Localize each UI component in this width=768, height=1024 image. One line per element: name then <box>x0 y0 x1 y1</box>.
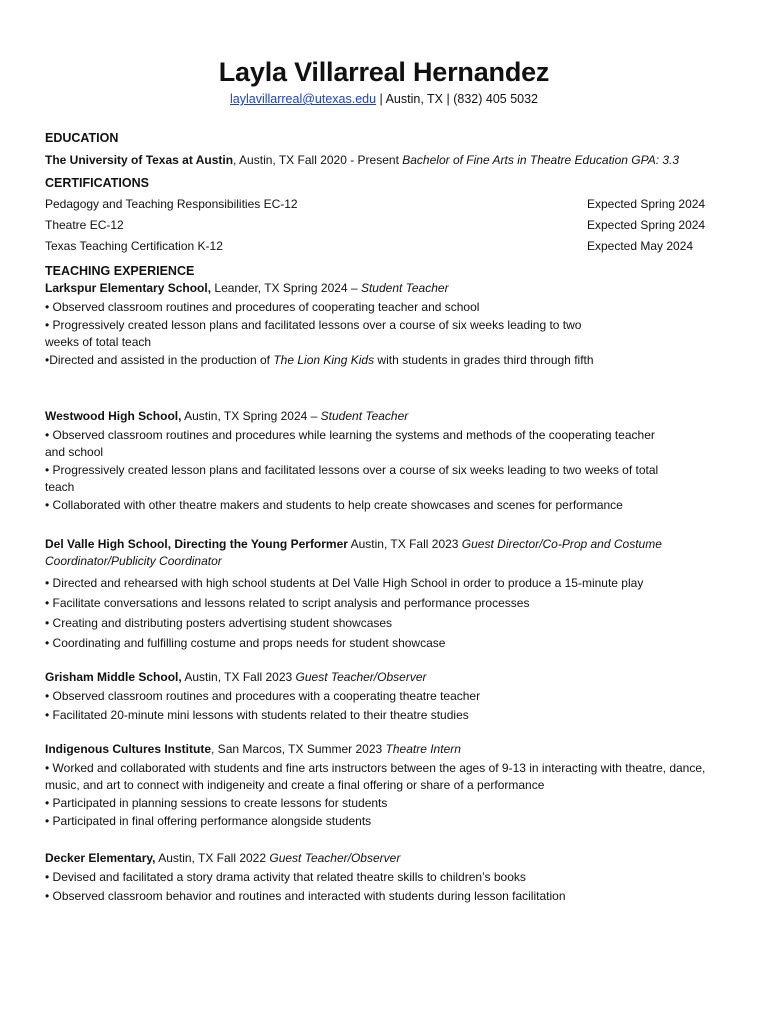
education-heading: EDUCATION <box>45 131 119 145</box>
job-title-line <box>45 741 725 758</box>
job-bullet-production <box>45 352 615 369</box>
job-bullet: • Observed classroom routines and procedures while learning the systems and methods of the cooperating teacher and school <box>45 428 655 459</box>
certification-item <box>45 236 725 257</box>
education-entry <box>45 152 725 169</box>
production-pre: •Directed and assisted in the production of <box>45 353 274 367</box>
job-bullet: • Devised and facilitated a story drama activity that related theatre skills to children’s books <box>45 870 526 884</box>
job-bullet: • Observed classroom behavior and routines and interacted with students during lesson facilitation <box>45 889 566 903</box>
experience-heading: TEACHING EXPERIENCE <box>45 264 195 278</box>
job-role: Guest Director/Co-Prop and Costume Coordinator/Publicity Coordinator <box>45 537 662 568</box>
job-bullet: • Observed classroom routines and procedures with a cooperating theatre teacher <box>45 689 481 703</box>
job-role: Student Teacher <box>320 409 409 423</box>
education-school: The University of Texas at Austin <box>45 153 234 167</box>
education-section <box>45 129 725 169</box>
production-post: with students in grades third through fifth <box>374 353 594 367</box>
education-details: , Austin, TX Fall 2020 - Present <box>233 153 403 167</box>
certifications-section <box>45 174 725 257</box>
experience-section <box>45 262 725 280</box>
job-bullet: • Collaborated with other theatre makers and students to help create showcases and scenes for performance <box>45 498 623 512</box>
job-bullet: • Facilitated 20-minute mini lessons with students related to their theatre studies <box>45 708 469 722</box>
job-org: Larkspur Elementary School, <box>45 281 212 295</box>
certification-date: Expected Spring 2024 <box>587 218 706 232</box>
job-title-line <box>45 408 665 425</box>
job-details: Austin, TX Spring 2024 – <box>181 409 321 423</box>
contact-details: | Austin, TX | (832) 405 5032 <box>376 92 538 106</box>
certification-date: Expected May 2024 <box>587 239 694 253</box>
job-bullet: • Progressively created lesson plans and facilitated lessons over a course of six weeks leading to two weeks of total teach <box>45 318 582 349</box>
certification-name: Texas Teaching Certification K-12 <box>45 239 223 253</box>
job-bullet: • Observed classroom routines and procedures of cooperating teacher and school <box>45 300 480 314</box>
job-title-line <box>45 280 615 297</box>
job-org: Westwood High School, <box>45 409 182 423</box>
certifications-list <box>45 194 725 257</box>
certification-date: Expected Spring 2024 <box>587 197 706 211</box>
job-role: Guest Teacher/Observer <box>269 851 401 865</box>
job-entry-grisham <box>45 669 725 724</box>
job-bullet: • Participated in final offering performance alongside students <box>45 814 372 828</box>
contact-line <box>0 91 768 108</box>
job-entry-westwood <box>45 408 665 514</box>
certification-name: Theatre EC-12 <box>45 218 124 232</box>
job-bullet: • Creating and distributing posters advertising student showcases <box>45 616 393 630</box>
certification-item <box>45 194 725 215</box>
job-role: Theatre Intern <box>385 742 461 756</box>
job-details: , San Marcos, TX Summer 2023 <box>211 742 386 756</box>
job-title-line <box>45 850 725 867</box>
job-bullet: • Progressively created lesson plans and facilitated lessons over a course of six weeks leading to two weeks of total teach <box>45 463 659 494</box>
production-title: The Lion King Kids <box>273 353 375 367</box>
job-title-line <box>45 536 695 570</box>
job-org: Grisham Middle School, <box>45 670 182 684</box>
job-role: Student Teacher <box>360 281 449 295</box>
job-bullet: • Participated in planning sessions to create lessons for students <box>45 796 388 810</box>
job-details: Austin, TX Fall 2023 <box>181 670 296 684</box>
job-org: Indigenous Cultures Institute <box>45 742 212 756</box>
job-role: Guest Teacher/Observer <box>295 670 427 684</box>
certification-item <box>45 215 725 236</box>
resume-name: Layla Villarreal Hernandez <box>218 57 550 87</box>
job-bullet: • Coordinating and fulfilling costume and props needs for student showcase <box>45 636 446 650</box>
education-degree: Bachelor of Fine Arts in Theatre Education GPA: 3.3 <box>402 153 680 167</box>
job-entry-decker <box>45 850 725 905</box>
certifications-heading: CERTIFICATIONS <box>45 176 149 190</box>
job-entry-del-valle <box>45 536 695 653</box>
job-bullet: • Facilitate conversations and lessons related to script analysis and performance processes <box>45 596 530 610</box>
job-org: Del Valle High School, Directing the Young Performer <box>45 537 348 551</box>
job-org: Decker Elementary, <box>45 851 156 865</box>
job-details: Austin, TX Fall 2022 <box>155 851 270 865</box>
job-bullet: • Directed and rehearsed with high school students at Del Valle High School in order to produce a 15-minute play <box>45 576 644 590</box>
job-entry-larkspur <box>45 280 615 369</box>
job-bullet: • Worked and collaborated with students and fine arts instructors between the ages of 9-13 in interacting with theatre, dance, music, and art to connect with indigeneity and create a final offering or share of a performance <box>45 761 706 792</box>
email-link[interactable]: laylavillarreal@utexas.edu <box>229 92 377 106</box>
job-title-line <box>45 669 725 686</box>
job-details: Austin, TX Fall 2023 <box>347 537 462 551</box>
certification-name: Pedagogy and Teaching Responsibilities EC-12 <box>45 197 298 211</box>
job-entry-indigenous-cultures <box>45 741 725 830</box>
job-details: Leander, TX Spring 2024 – <box>211 281 361 295</box>
